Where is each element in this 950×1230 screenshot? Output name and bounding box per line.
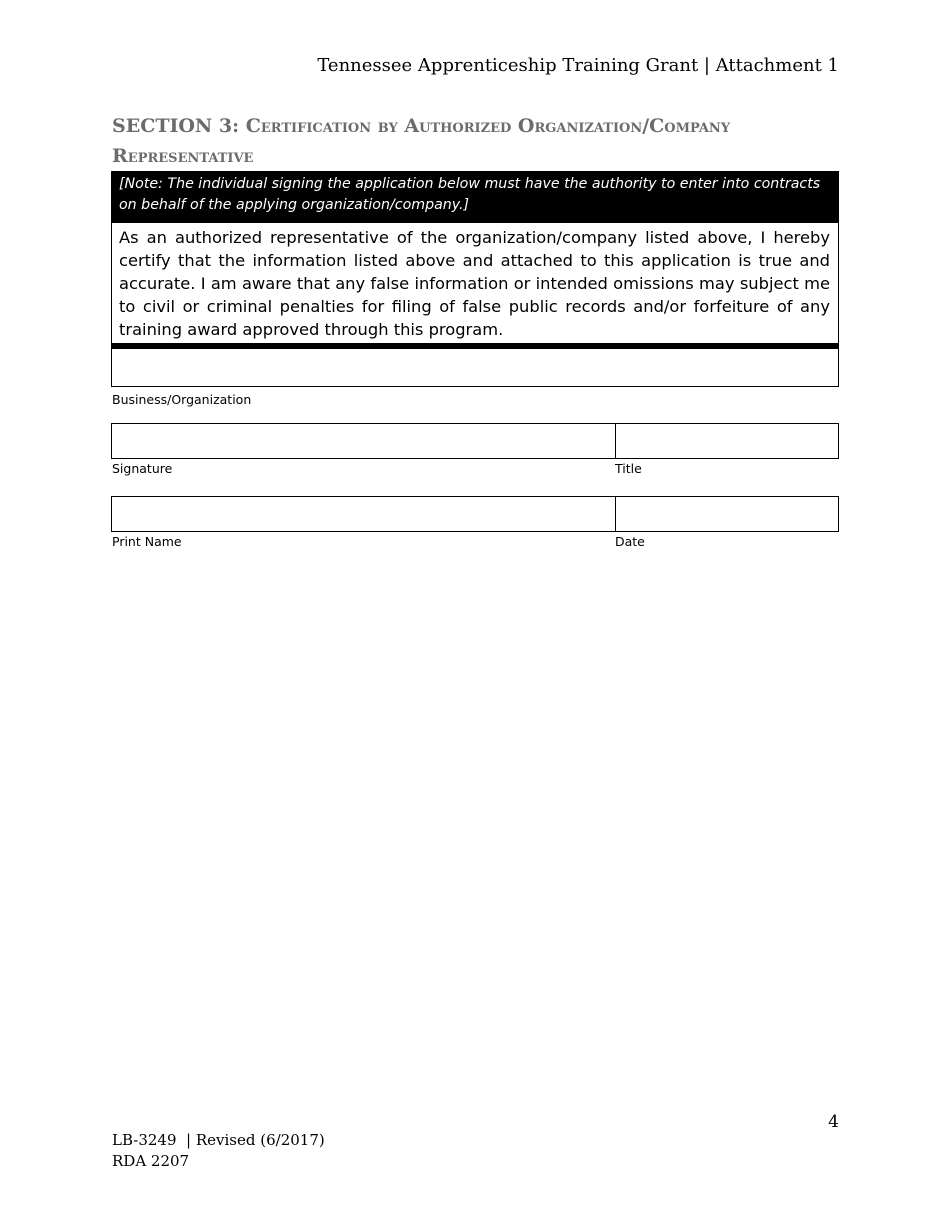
document-footer (112, 1130, 325, 1172)
title-label: Title (615, 461, 642, 476)
title-field[interactable] (615, 423, 839, 459)
business-organization-label: Business/Organization (112, 392, 252, 407)
signature-label: Signature (112, 461, 173, 476)
certification-statement: As an authorized representative of the organization/company listed above, I hereby certify that the information listed above and attached to this application is true and accurate. I am aware that any false information or intended omissions may subject me to civil or criminal penalties for filing of false public records and/or forfeiture of any training award approved through this program. (112, 223, 838, 349)
certification-box (111, 171, 839, 387)
document-header: Tennessee Apprenticeship Training Grant | Attachment 1 (317, 55, 839, 76)
print-name-field[interactable] (111, 496, 616, 532)
footer-form-revision: LB-3249 | Revised (6/2017) (112, 1131, 325, 1149)
section-title (112, 111, 839, 171)
authority-note: [Note: The individual signing the application below must have the authority to enter into contracts on behalf of the applying organization/company.] (112, 172, 838, 223)
business-organization-field[interactable] (112, 349, 838, 386)
section-title-prefix: SECTION 3: (112, 115, 240, 137)
page-number: 4 (828, 1112, 839, 1132)
date-label: Date (615, 534, 645, 549)
date-field[interactable] (615, 496, 839, 532)
signature-field[interactable] (111, 423, 616, 459)
footer-rda-code: RDA 2207 (112, 1152, 190, 1170)
print-name-label: Print Name (112, 534, 182, 549)
section-title-text: Certification by Authorized Organization/Company Representative (112, 115, 731, 167)
